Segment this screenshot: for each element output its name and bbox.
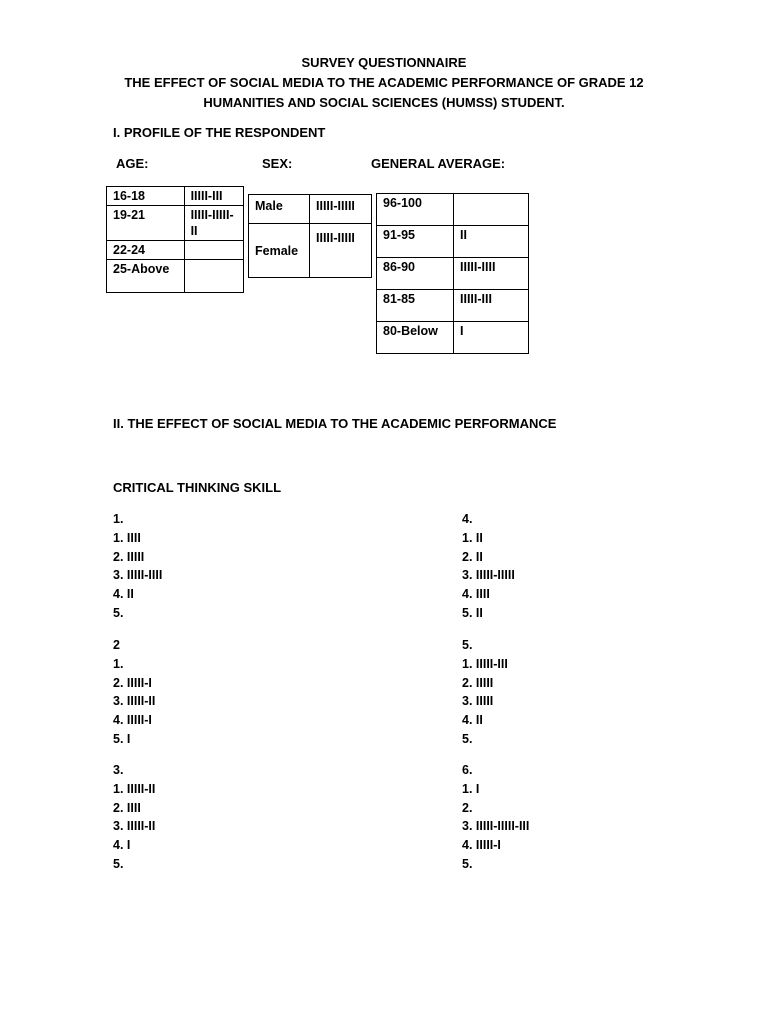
table-row — [107, 260, 244, 293]
question-block-5 — [462, 636, 508, 749]
list-item: 5. II — [462, 605, 483, 620]
avg-tally-cell: II — [454, 226, 529, 258]
avg-range-cell: 91-95 — [377, 226, 454, 258]
table-row — [107, 206, 244, 241]
list-item: 3. — [113, 763, 124, 777]
list-item: 1. II — [462, 530, 483, 545]
list-item: 4. II — [113, 587, 134, 602]
list-item: 2. IIII — [113, 800, 141, 815]
list-item: 5. — [113, 605, 124, 620]
age-tally-cell: IIIII-III — [184, 187, 243, 206]
list-item: 5. — [462, 731, 473, 746]
table-row — [377, 226, 529, 258]
table-row — [107, 187, 244, 206]
table-row — [377, 258, 529, 290]
list-item: 1. IIIII-II — [113, 781, 156, 796]
list-item: 1. IIIII-III — [462, 656, 508, 671]
list-item: 4. II — [462, 713, 483, 728]
list-item: 5. — [462, 638, 473, 652]
list-item: 2. II — [462, 549, 483, 564]
avg-range-cell: 96-100 — [377, 194, 454, 226]
question-block-6 — [462, 761, 529, 874]
list-item: 3. IIIII — [462, 694, 494, 709]
question-block-1 — [113, 510, 162, 623]
sex-cell: Female — [249, 224, 310, 278]
age-label: AGE: — [116, 156, 149, 171]
list-item: 3. IIIII-IIIII — [462, 568, 515, 583]
list-item: 2. IIIII — [462, 675, 494, 690]
general-average-label: GENERAL AVERAGE: — [371, 156, 506, 171]
age-range-cell: 19-21 — [107, 206, 185, 241]
question-block-4 — [462, 510, 515, 623]
survey-subtitle: THE EFFECT OF SOCIAL MEDIA TO THE ACADEMIC PERFORMANCE OF GRADE 12 — [124, 75, 644, 90]
sex-tally-cell: IIIII-IIIII — [310, 195, 372, 224]
age-range-cell: 16-18 — [107, 187, 185, 206]
list-item: 4. IIIII-I — [462, 838, 501, 853]
avg-tally-cell: IIIII-IIII — [454, 258, 529, 290]
age-tally-cell: IIIII-IIIII-II — [184, 206, 243, 241]
section-effect-title: II. THE EFFECT OF SOCIAL MEDIA TO THE ACADEMIC PERFORMANCE — [113, 416, 557, 431]
sex-tally-cell: IIIII-IIIII — [310, 224, 372, 278]
sex-cell: Male — [249, 195, 310, 224]
list-item: 3. IIIII-IIII — [113, 568, 163, 583]
table-row — [107, 241, 244, 260]
list-item: 2. — [462, 800, 473, 815]
list-item: 1. — [113, 656, 124, 671]
age-range-cell: 22-24 — [107, 241, 185, 260]
general-average-table — [376, 193, 529, 354]
critical-thinking-title: CRITICAL THINKING SKILL — [113, 480, 282, 495]
table-row — [377, 194, 529, 226]
table-row — [249, 224, 372, 278]
list-item: 4. — [462, 512, 473, 526]
list-item: 2. IIIII-I — [113, 675, 152, 690]
list-item: 6. — [462, 763, 473, 777]
age-range-cell: 25-Above — [107, 260, 185, 293]
avg-tally-cell: IIIII-III — [454, 290, 529, 322]
question-block-3 — [113, 761, 155, 874]
survey-subtitle-line2: HUMANITIES AND SOCIAL SCIENCES (HUMSS) STUDENT. — [203, 95, 565, 110]
list-item: 5. — [462, 856, 473, 871]
list-item: 1. IIII — [113, 530, 141, 545]
avg-range-cell: 86-90 — [377, 258, 454, 290]
list-item: 4. IIIII-I — [113, 713, 152, 728]
list-item: 1. — [113, 512, 124, 526]
question-block-2 — [113, 636, 155, 749]
list-item: 4. IIII — [462, 587, 490, 602]
list-item: 5. — [113, 856, 124, 871]
table-row — [377, 322, 529, 354]
avg-range-cell: 80-Below — [377, 322, 454, 354]
list-item: 3. IIIII-IIIII-III — [462, 819, 530, 834]
age-tally-cell — [184, 241, 243, 260]
list-item: 3. IIIII-II — [113, 819, 156, 834]
table-row — [249, 195, 372, 224]
avg-range-cell: 81-85 — [377, 290, 454, 322]
sex-table — [248, 194, 372, 278]
table-row — [377, 290, 529, 322]
section-profile-title: I. PROFILE OF THE RESPONDENT — [113, 125, 326, 140]
sex-label: SEX: — [262, 156, 293, 171]
avg-tally-cell: I — [454, 322, 529, 354]
list-item: 2 — [113, 638, 120, 652]
list-item: 4. I — [113, 838, 131, 853]
age-tally-cell — [184, 260, 243, 293]
list-item: 2. IIIII — [113, 549, 145, 564]
age-table — [106, 186, 244, 293]
survey-title: SURVEY QUESTIONNAIRE — [301, 55, 467, 70]
list-item: 3. IIIII-II — [113, 694, 156, 709]
list-item: 1. I — [462, 781, 480, 796]
list-item: 5. I — [113, 731, 131, 746]
avg-tally-cell — [454, 194, 529, 226]
